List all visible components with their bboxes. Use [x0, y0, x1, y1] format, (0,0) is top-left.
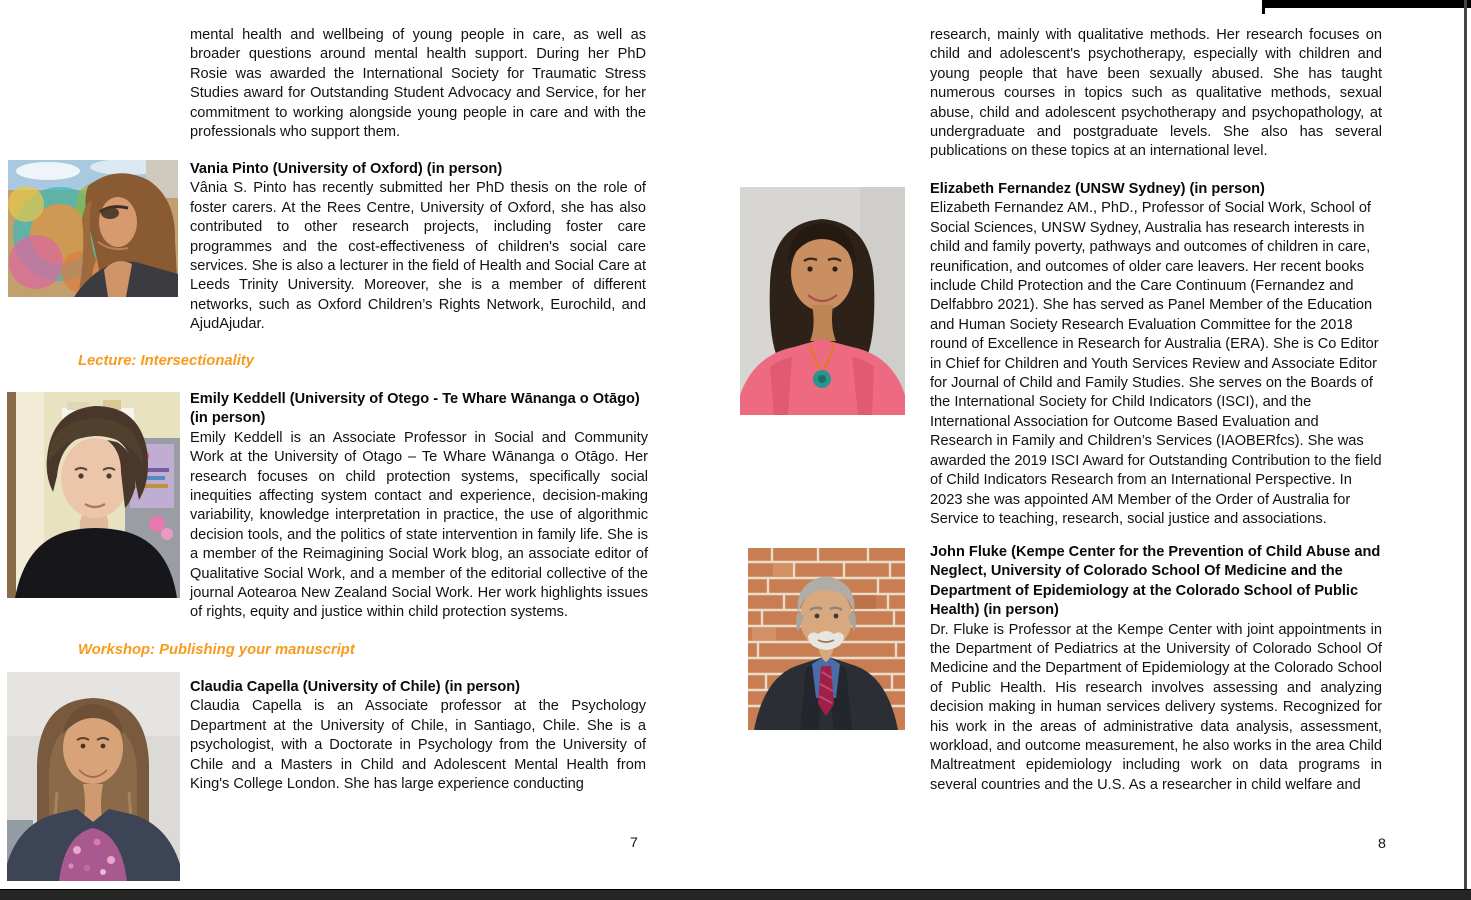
- emily-keddell-section: [190, 390, 648, 623]
- top-right-window-bar-edge: [1262, 0, 1265, 14]
- bottom-window-bar: [0, 889, 1471, 900]
- claudia-capella-photo: [7, 672, 180, 881]
- elizabeth-fernandez-bio: Elizabeth Fernandez AM., PhD., Professor of Social Work, School of Social Sciences, UNSW Sydney, Australia has research interests in child and family poverty, pathways and outcomes of children in care, reunification, and outcomes of older care leavers. Her recent books include Child Protection and the Care Continuum (Fernandez and Delfabbro 2021). She has served as Panel Member of the Education and Human Society Research Evaluation Committee for the 2018 round of Excellence in Research for Australia (ERA). She is Co Editor in Chief for Children and Youth Services Review and Associate Editor for Journal of Child and Family Studies. She serves on the Boards of the International Society for Child Indicators (ISCI), and the International Association for Outcome Based Evaluation and Research in Family and Children’s Services (IAOBERfcs). She was awarded the 2019 ISCI Award for Outstanding Contribution to the field of Child Indicators Research from an International Perspective. In 2023 she was appointed AM Member of the Order of Australia for Service to teaching, research, social justice and associations.: [930, 200, 1382, 527]
- vania-pinto-bio: Vânia S. Pinto has recently submitted her PhD thesis on the role of foster carers. At the Rees Centre, University of Oxford, she has also contributed to other research projects, including foster care programmes and the cost-effectiveness of children's social care services. She is also a lecturer in the field of Health and Social Care at Leeds Trinity University. Moreover, she is a member of different networks, such as Oxford Children’s Rights Network, Eurochild, and AjudAjudar.: [190, 180, 646, 333]
- vania-pinto-heading: Vania Pinto (University of Oxford) (in person): [190, 161, 503, 177]
- claudia-capella-heading: Claudia Capella (University of Chile) (in person): [190, 679, 521, 695]
- john-fluke-section: [930, 543, 1382, 795]
- elizabeth-fernandez-photo: [740, 187, 905, 415]
- vania-pinto-photo: [8, 160, 178, 297]
- claudia-capella-bio: Claudia Capella is an Associate professor at the Psychology Department at the University of Chile, in Santiago, Chile. She is a psychologist, with a Doctorate in Psychology from the University of Chile and a Masters in Child and Adolescent Mental Health from King's College London. She has large experience conducting: [190, 698, 646, 793]
- emily-keddell-photo: [7, 392, 180, 598]
- left-page-number: 7: [630, 835, 638, 851]
- right-page-number: 8: [1378, 836, 1386, 852]
- lecture-intersectionality-heading: Lecture: Intersectionality: [78, 353, 254, 369]
- john-fluke-bio: Dr. Fluke is Professor at the Kempe Center with joint appointments in the Department of Pediatrics at the University of Colorado School Of Medicine and the Department of Epidemiology at the Colorado School of Public Health. His research involves assessing and analyzing decision making in human services delivery systems. Recognized for his work in the areas of administrative data analysis, assessment, workload, and outcome measurement, he also works in the area Child Maltreatment epidemiology including work on data programs in several countries and the U.S. As a researcher in child welfare and: [930, 621, 1382, 793]
- left-page-continuation-paragraph: mental health and wellbeing of young people in care, as well as broader questions around mental health support. During her PhD Rosie was awarded the International Society for Traumatic Stress Studies award for Outstanding Student Advocacy and Service, for her commitment to working alongside young people in care and with the professionals who support them.: [190, 27, 646, 141]
- elizabeth-fernandez-section: [930, 180, 1382, 529]
- top-right-window-bar: [1262, 0, 1471, 8]
- right-page-continuation-paragraph: research, mainly with qualitative methods. Her research focuses on child and adolescent's psychotherapy, especially with children and young people that have been sexually abused. She has taught numerous courses in topics such as qualitative methods, sexual abuse, child and adolescent psychotherapy and psychopathology, at undergraduate and postgraduate levels. She also has several publications on these topics at an international level.: [930, 27, 1382, 160]
- john-fluke-photo: [748, 548, 905, 730]
- elizabeth-fernandez-heading: Elizabeth Fernandez (UNSW Sydney) (in person): [930, 181, 1265, 197]
- emily-keddell-heading: Emily Keddell (University of Otego - Te Whare Wānanga o Otāgo) (in person): [190, 391, 640, 427]
- workshop-publishing-heading: Workshop: Publishing your manuscript: [78, 642, 355, 658]
- emily-keddell-bio: Emily Keddell is an Associate Professor in Social and Community Work at the University of Otago – Te Whare Wānanga o Otāgo. Her research focuses on child protection systems, specifically social inequities affecting system contact and experience, decision-making variability, knowledge interpretation in practice, the use of algorithmic decision tools, and the politics of state intervention in family life. She is a member of the Reimagining Social Work blog, an associate editor of Qualitative Social Work, and a member of the editorial collective of the journal Aotearoa New Zealand Social Work. Her work highlights issues of rights, equity and justice within child protection systems.: [190, 429, 648, 621]
- vania-pinto-section: [190, 160, 646, 335]
- right-edge-window-border: [1464, 0, 1467, 889]
- john-fluke-heading: John Fluke (Kempe Center for the Prevention of Child Abuse and Neglect, University of Colorado School Of Medicine and the Department of Epidemiology at the Colorado School of Public Health) (in person): [930, 544, 1381, 619]
- claudia-capella-section: [190, 678, 646, 794]
